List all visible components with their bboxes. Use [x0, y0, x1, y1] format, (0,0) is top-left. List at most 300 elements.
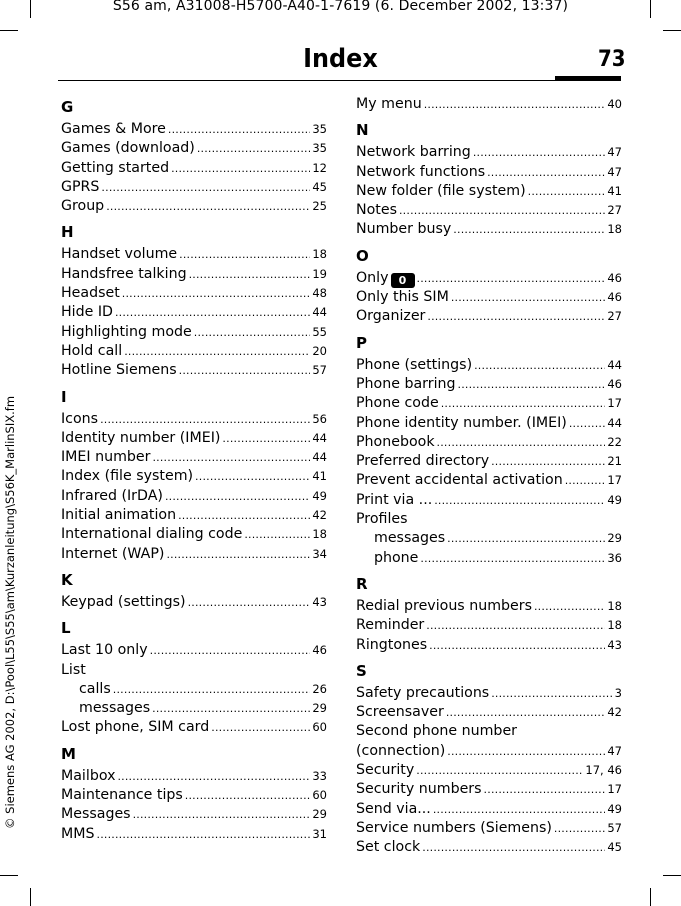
index-entry-label	[356, 743, 445, 759]
dot-leader	[484, 783, 606, 796]
index-entry-label	[61, 826, 95, 842]
index-letter-heading: G	[61, 98, 74, 116]
index-entry-text: Set clock	[356, 839, 421, 856]
index-entry-text: Games & More	[61, 121, 166, 137]
index-page-ref: 44	[607, 357, 622, 372]
dot-leader	[194, 326, 311, 339]
index-entry-text: Screensaver	[356, 704, 444, 721]
index-entry	[356, 704, 622, 723]
index-page-ref: 40	[607, 97, 622, 111]
index-entry-text: Infrared (IrDA)	[61, 487, 163, 504]
dot-leader	[458, 378, 606, 391]
index-entry-label	[356, 781, 482, 797]
index-entry	[61, 198, 327, 217]
index-page-ref: 41	[312, 469, 327, 484]
index-page-ref: 17	[607, 782, 622, 797]
index-entry-text: calls	[79, 680, 111, 697]
dot-leader	[487, 166, 605, 179]
index-entry-text: Print via ...	[356, 491, 433, 508]
index-page-ref: 44	[312, 430, 327, 445]
index-entry	[356, 357, 622, 376]
dot-leader	[189, 268, 311, 281]
index-page-ref: 44	[312, 305, 327, 320]
index-entry	[61, 266, 327, 285]
index-entry	[61, 411, 327, 430]
index-page-ref: 42	[607, 705, 622, 720]
index-page-ref: 18	[607, 598, 622, 613]
dot-leader	[185, 789, 311, 802]
index-entry	[356, 550, 622, 569]
index-entry	[356, 617, 622, 636]
index-entry-text: Profiles	[356, 511, 408, 528]
index-entry-text: Security	[356, 762, 415, 779]
index-entry	[61, 806, 327, 825]
index-letter-heading: I	[61, 387, 67, 406]
index-page-ref: 46	[607, 290, 622, 305]
dot-leader	[178, 509, 310, 522]
crop-mark	[663, 875, 681, 876]
index-entry-label	[61, 642, 148, 658]
index-page-ref: 18	[312, 527, 327, 542]
index-entry	[61, 121, 327, 140]
index-page-ref: 31	[312, 826, 327, 841]
index-entry-text: Mailbox	[61, 767, 116, 784]
copyright-path: © Siemens AG 2002, D:\Pool\L55\S55\am\Kurzanleitung\S56K_MarlinSIX.fm	[3, 395, 17, 829]
index-entry-label	[79, 700, 150, 716]
index-entry	[356, 685, 622, 704]
index-page-ref: 17, 46	[585, 763, 622, 778]
index-entry-label	[61, 304, 113, 320]
index-entry-label	[356, 704, 444, 720]
crop-mark	[663, 30, 681, 31]
index-page-ref: 29	[312, 807, 327, 822]
index-entry-label	[356, 395, 439, 411]
index-entry-label	[356, 357, 472, 373]
index-entry-text: Phone code	[356, 395, 439, 412]
index-page-ref: 43	[607, 637, 622, 652]
index-entry	[356, 530, 622, 549]
index-entry-text: Hotline Siemens	[61, 362, 177, 379]
index-page-ref: 27	[607, 203, 622, 218]
index-page-ref: 43	[312, 594, 327, 609]
dot-leader	[211, 721, 310, 734]
index-entry-text: Icons	[61, 410, 99, 427]
index-entry-text: Notes	[356, 202, 397, 219]
index-entry-label	[356, 308, 425, 324]
index-entry-text: Ringtones	[356, 636, 428, 653]
dot-leader	[420, 552, 605, 565]
index-entry	[61, 468, 327, 487]
index-entry-label	[61, 787, 183, 803]
index-entry	[356, 202, 622, 221]
index-page-ref: 57	[607, 820, 622, 835]
index-page-ref: 46	[312, 643, 327, 658]
index-entry-text: Only this SIM	[356, 289, 449, 306]
dot-leader	[117, 770, 310, 783]
index-entry	[61, 768, 327, 787]
index-entry-label	[356, 289, 449, 305]
index-entry-text: Second phone number	[356, 723, 518, 740]
index-entry	[61, 324, 327, 343]
index-entry	[356, 376, 622, 395]
index-entry-label	[356, 762, 414, 778]
index-entry-text: Network functions	[356, 163, 486, 180]
dot-leader	[474, 359, 605, 372]
index-entry	[356, 415, 622, 434]
index-entry-text: Hold call	[61, 342, 123, 359]
index-entry-label	[61, 719, 209, 735]
index-entry-label	[356, 637, 427, 653]
dot-leader	[491, 687, 612, 700]
index-entry-label	[61, 362, 177, 378]
index-entry	[356, 801, 622, 820]
index-entry-text: Internet (WAP)	[61, 545, 165, 562]
index-entry-text: Phone (settings)	[356, 356, 473, 373]
index-entry	[356, 839, 622, 858]
index-entry-text: Getting started	[61, 159, 170, 176]
index-entry-label	[356, 839, 420, 855]
index-entry-label	[374, 550, 418, 566]
index-entry-label	[61, 546, 164, 562]
index-entry	[356, 453, 622, 472]
index-entry-text: Redial previous numbers	[356, 597, 532, 614]
index-entry-text: phone	[374, 549, 419, 566]
crop-mark	[0, 30, 18, 31]
index-entry-label	[61, 285, 120, 301]
index-letter-heading: N	[356, 121, 369, 140]
index-entry	[356, 144, 622, 163]
dot-leader	[453, 223, 605, 236]
index-entry-text: International dialing code	[61, 526, 243, 543]
index-page-ref: 47	[607, 145, 622, 160]
index-entry-label	[356, 221, 451, 237]
index-entry-text: Games (download)	[61, 140, 195, 157]
index-entry-text: messages	[79, 700, 151, 717]
dot-leader	[451, 291, 606, 304]
index-entry-text: Lost phone, SIM card	[61, 719, 210, 736]
index-entry-label	[356, 617, 424, 633]
index-entry	[61, 488, 327, 507]
index-page-ref: 3	[614, 685, 622, 700]
index-page-ref: 44	[312, 450, 327, 465]
index-entry	[356, 270, 622, 289]
index-entry	[356, 820, 622, 839]
index-entry-text: Network barring	[356, 144, 471, 161]
index-entry-label	[356, 183, 526, 199]
index-entry	[61, 681, 327, 700]
index-entry	[61, 160, 327, 179]
index-entry	[61, 179, 327, 198]
index-entry-text: Highlighting mode	[61, 323, 192, 340]
dot-leader	[133, 808, 311, 821]
index-entry-label	[356, 434, 435, 450]
dot-leader	[491, 455, 605, 468]
dot-leader	[416, 764, 583, 777]
dot-leader	[122, 287, 311, 300]
index-entry-label	[356, 96, 422, 112]
dot-leader	[244, 528, 310, 541]
index-letter-heading: S	[356, 661, 367, 680]
index-entry-text: Handsfree talking	[61, 265, 187, 282]
index-entry	[61, 343, 327, 362]
index-entry-label	[61, 140, 195, 156]
page-number-bar	[555, 76, 621, 81]
index-entry-label	[61, 526, 242, 542]
index-page-ref: 29	[607, 531, 622, 546]
index-entry	[356, 598, 622, 617]
index-page-ref: 20	[312, 343, 327, 358]
index-entry-text: Handset volume	[61, 246, 178, 263]
index-entry	[356, 395, 622, 414]
dot-leader	[179, 248, 310, 261]
index-entry-text: MMS	[61, 825, 95, 842]
index-entry	[61, 526, 327, 545]
index-entry-text: Initial animation	[61, 507, 177, 524]
index-page-ref: 18	[312, 247, 327, 262]
dot-leader	[473, 146, 606, 159]
index-group-heading	[356, 723, 622, 742]
index-entry	[356, 96, 622, 115]
index-entry	[61, 362, 327, 381]
index-entry-label	[356, 376, 456, 392]
index-entry-label	[374, 530, 445, 546]
dot-leader	[152, 451, 310, 464]
dot-leader	[422, 841, 605, 854]
index-column-right	[356, 96, 622, 859]
dot-leader	[417, 272, 606, 285]
dot-leader	[433, 803, 606, 816]
index-entry	[61, 826, 327, 845]
index-page-ref: 44	[607, 415, 622, 430]
dot-leader	[97, 828, 311, 841]
index-entry-label	[356, 202, 397, 218]
index-page-ref: 18	[607, 618, 622, 633]
index-entry	[356, 289, 622, 308]
index-entry	[356, 434, 622, 453]
dot-leader	[115, 306, 310, 319]
index-entry-label	[61, 343, 122, 359]
index-entry	[61, 700, 327, 719]
dot-leader	[447, 532, 605, 545]
page-title: Index	[303, 44, 378, 74]
index-entry-label	[356, 723, 517, 739]
crop-mark	[0, 875, 18, 876]
index-entry-text: (connection)	[356, 742, 446, 759]
index-page-ref: 34	[312, 546, 327, 561]
index-entry-label	[61, 179, 99, 195]
index-entry-label	[61, 594, 186, 610]
index-entry-text: GPRS	[61, 178, 100, 195]
index-page-ref: 45	[312, 179, 327, 194]
dot-leader	[528, 185, 606, 198]
index-entry-label	[61, 449, 150, 465]
index-entry	[61, 787, 327, 806]
index-entry-text: IMEI number	[61, 449, 151, 466]
index-entry-text: Keypad (settings)	[61, 593, 186, 610]
index-entry-text: Group	[61, 198, 105, 215]
dot-leader	[171, 162, 310, 175]
index-group-heading	[356, 511, 622, 530]
index-entry	[356, 221, 622, 240]
index-page-ref: 21	[607, 454, 622, 469]
index-letter-heading: L	[61, 619, 71, 638]
index-entry	[61, 246, 327, 265]
page-number: 73	[598, 47, 626, 72]
dot-leader	[565, 474, 606, 487]
index-entry-text: Phone barring	[356, 375, 456, 392]
index-entry-label	[61, 507, 176, 523]
dot-leader	[554, 822, 605, 835]
index-entry	[61, 430, 327, 449]
index-entry-text: Prevent accidental activation	[356, 472, 563, 489]
index-page-ref: 17	[607, 396, 622, 411]
dot-leader	[195, 470, 310, 483]
index-entry-text: Maintenance tips	[61, 787, 183, 804]
index-entry	[356, 743, 622, 762]
index-letter-heading: M	[61, 744, 76, 763]
dot-leader	[152, 702, 310, 715]
dot-leader	[165, 490, 310, 503]
index-entry-label	[61, 662, 86, 678]
index-page-ref: 22	[607, 434, 622, 449]
index-entry-label	[356, 685, 489, 701]
index-page-ref: 36	[607, 550, 622, 565]
index-entry-text: Number busy	[356, 221, 452, 238]
index-entry	[356, 762, 622, 781]
index-entry-label	[356, 801, 431, 817]
dot-leader	[179, 364, 311, 377]
index-letter-heading: O	[356, 246, 369, 265]
dot-leader	[447, 745, 605, 758]
dot-leader	[534, 600, 605, 613]
index-page-ref: 49	[607, 801, 622, 816]
index-entry	[356, 164, 622, 183]
dot-leader	[124, 345, 310, 358]
index-entry-text: Phonebook	[356, 433, 435, 450]
index-entry-label	[356, 144, 471, 160]
index-entry	[356, 472, 622, 491]
index-entry-text: Preferred directory	[356, 453, 490, 470]
index-entry-text: New folder (file system)	[356, 182, 526, 199]
index-entry-text: Messages	[61, 806, 131, 823]
index-entry-text: Hide ID	[61, 304, 113, 321]
index-entry-label	[61, 324, 192, 340]
index-letter-heading: H	[61, 223, 74, 242]
dot-leader	[569, 417, 606, 430]
index-page-ref: 35	[312, 141, 327, 156]
index-entry-text: messages	[374, 530, 446, 547]
index-page-ref: 25	[312, 199, 327, 214]
index-entry	[61, 285, 327, 304]
index-page-ref: 60	[312, 788, 327, 803]
index-entry-text: Organizer	[356, 308, 426, 325]
index-entry	[61, 546, 327, 565]
index-entry-label	[356, 492, 432, 508]
dot-leader	[222, 432, 310, 445]
index-page-ref: 47	[607, 164, 622, 179]
index-page-ref: 49	[607, 492, 622, 507]
index-entry	[356, 183, 622, 202]
index-page-ref: 27	[607, 309, 622, 324]
index-entry	[61, 594, 327, 613]
index-page-ref: 46	[607, 270, 622, 285]
index-page-ref: 33	[312, 768, 327, 783]
index-entry-text: Only	[356, 269, 389, 286]
index-entry-label	[61, 266, 187, 282]
index-entry-label	[61, 160, 169, 176]
index-page-ref: 26	[312, 681, 327, 696]
dot-leader	[446, 706, 606, 719]
dot-leader	[197, 142, 311, 155]
index-entry-text: Service numbers (Siemens)	[356, 819, 552, 836]
title-rule	[58, 80, 621, 81]
crop-mark	[30, 888, 31, 906]
index-page-ref: 46	[607, 376, 622, 391]
index-entry-label	[356, 820, 552, 836]
index-group-heading	[61, 662, 327, 681]
index-entry-label	[356, 415, 567, 431]
index-entry	[356, 492, 622, 511]
index-entry-label	[79, 681, 111, 697]
index-entry	[61, 719, 327, 738]
index-page-ref: 57	[312, 363, 327, 378]
index-page-ref: 42	[312, 508, 327, 523]
index-letter-heading: R	[356, 574, 368, 593]
index-page-ref: 19	[312, 266, 327, 281]
dot-leader	[426, 619, 605, 632]
index-entry-label	[356, 472, 563, 488]
dot-leader	[168, 123, 310, 136]
print-header: S56 am, A31008-H5700-A40-1-7619 (6. December 2002, 13:37)	[112, 0, 569, 14]
dot-leader	[441, 397, 606, 410]
index-letter-heading: K	[61, 570, 73, 589]
dot-leader	[429, 639, 605, 652]
index-entry	[61, 642, 327, 661]
index-entry-label	[61, 121, 166, 137]
index-entry-label	[61, 468, 193, 484]
index-entry-text: Safety precautions	[356, 684, 490, 701]
index-entry-label	[61, 411, 98, 427]
key-zero-icon: 0	[391, 273, 415, 288]
index-entry-text: Send via...	[356, 800, 431, 817]
index-entry-label	[356, 453, 489, 469]
index-entry	[61, 449, 327, 468]
dot-leader	[434, 494, 605, 507]
index-page-ref: 17	[607, 473, 622, 488]
index-letter-heading: P	[356, 333, 367, 352]
dot-leader	[150, 644, 311, 657]
index-column-left	[61, 96, 327, 845]
index-entry-label	[61, 246, 177, 262]
index-page-ref: 48	[312, 286, 327, 301]
index-entry-text: Security numbers	[356, 781, 482, 798]
index-page-ref: 12	[312, 160, 327, 175]
index-entry-text: Index (file system)	[61, 468, 194, 485]
index-entry-label	[356, 270, 415, 288]
index-entry-label	[356, 164, 485, 180]
index-entry-text: Reminder	[356, 617, 425, 634]
crop-mark	[650, 888, 651, 906]
dot-leader	[399, 204, 605, 217]
index-page-ref: 18	[607, 222, 622, 237]
dot-leader	[113, 683, 311, 696]
index-entry-label	[61, 430, 220, 446]
index-page-ref: 45	[607, 840, 622, 855]
index-entry-text: Headset	[61, 285, 120, 302]
index-entry-label	[61, 806, 131, 822]
index-entry-text: Identity number (IMEI)	[61, 429, 221, 446]
index-page-ref: 49	[312, 488, 327, 503]
